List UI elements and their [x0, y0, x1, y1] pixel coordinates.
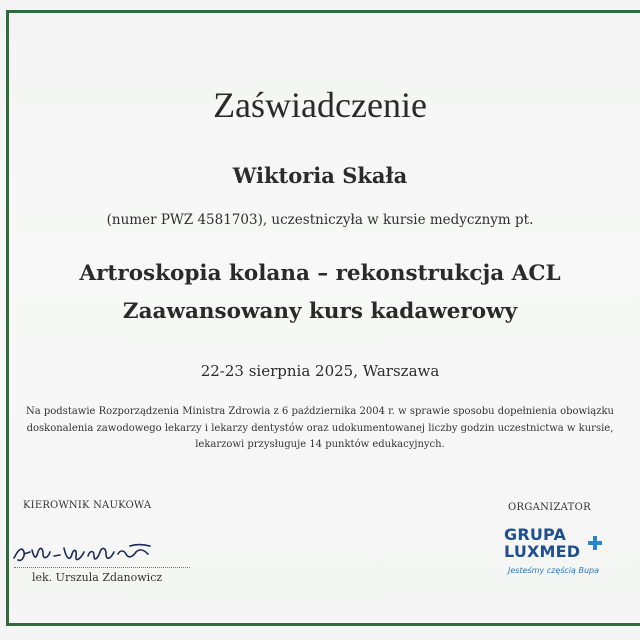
intro-text: (numer PWZ 4581703), uczestniczyła w kursie medycznym pt. [106, 212, 534, 228]
signer-name: lek. Urszula Zdanowicz [32, 571, 163, 584]
course-title-line: Zaawansowany kurs kadawerowy [122, 299, 518, 324]
luxmed-logo [504, 526, 624, 588]
signature-line [14, 567, 190, 568]
legal-line: lekarzowi przysługuje 14 punktów edukacyjnych. [195, 439, 445, 450]
logo-line-grupa: GRUPA [504, 525, 567, 544]
course-title-line: Artroskopia kolana – rekonstrukcja ACL [79, 261, 561, 286]
course-date-place: 22-23 sierpnia 2025, Warszawa [200, 362, 440, 380]
logo-tagline: Jesteśmy częścią Bupa [508, 566, 600, 575]
legal-line: Na podstawie Rozporządzenia Ministra Zdrowia z 6 października 2004 r. w sprawie sposobu dopełnienia obowiązku [25, 406, 615, 417]
recipient-name: Wiktoria Skała [232, 163, 408, 188]
handwritten-signature [10, 536, 170, 568]
legal-line: doskonalenia zawodowego lekarzy i lekarzy dentystów oraz udokumentowanej liczby godzin uczestnictwa w kursie, [26, 422, 614, 434]
legal-basis-text [0, 404, 640, 454]
plus-cross-icon [588, 536, 602, 550]
logo-line-luxmed: LUXMED [504, 542, 581, 561]
scientific-director-label: KIEROWNIK NAUKOWA [23, 500, 152, 511]
course-title [0, 255, 640, 331]
certificate-title: Zaświadczenie [213, 85, 427, 125]
organizer-label: ORGANIZATOR [508, 502, 591, 513]
